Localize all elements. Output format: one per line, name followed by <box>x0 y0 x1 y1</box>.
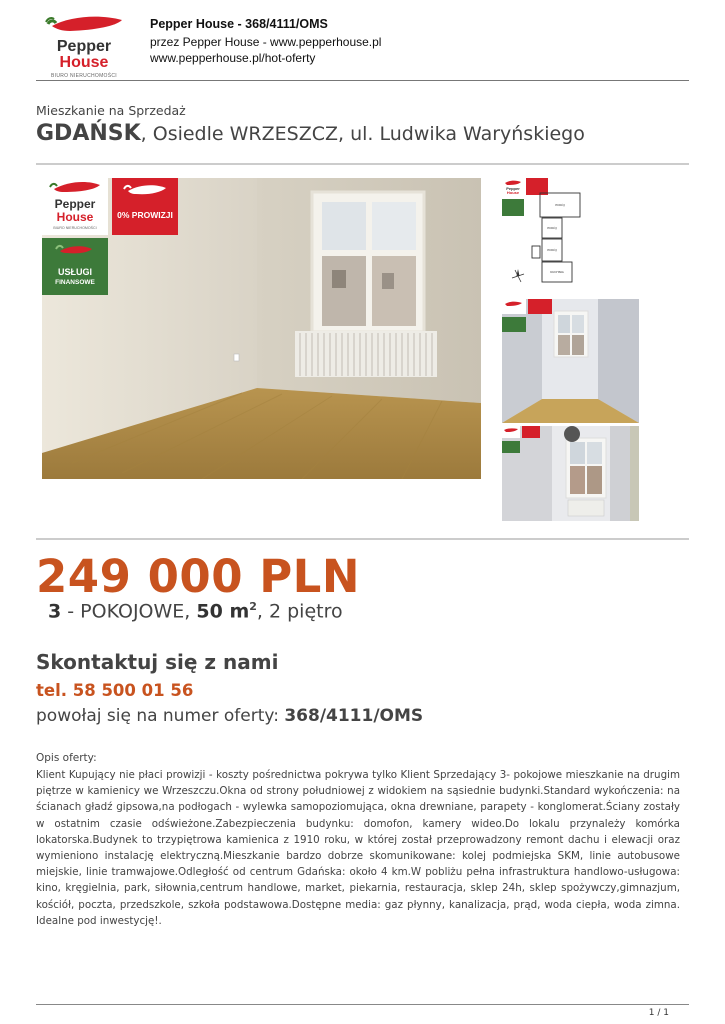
area-value: 50 m <box>196 600 250 623</box>
svg-text:POKÓJ: POKÓJ <box>547 248 557 252</box>
listing-params <box>48 600 343 622</box>
finance-badge-line2: FINANSOWE <box>55 279 95 286</box>
logo-subtitle: BIURO NIERUCHOMOŚCI <box>51 73 117 79</box>
chili-pepper-icon <box>42 238 108 266</box>
title-divider <box>36 163 689 165</box>
agency-reference: Pepper House - 368/4111/OMS <box>150 17 328 31</box>
finance-badge <box>42 238 108 295</box>
compass-icon <box>512 269 524 282</box>
logo-word-pepper: Pepper <box>56 38 112 55</box>
page-number: 1 / 1 <box>648 1008 669 1018</box>
rooms-count: 3 <box>48 600 62 623</box>
thumbnail-floorplan[interactable] <box>502 178 588 286</box>
listing-city: GDAŃSK <box>36 121 141 146</box>
room-photo <box>502 426 639 521</box>
description-text: Klient Kupujący nie płaci prowizji - koszty pośrednictwa pokrywa tylko Klient Sprzedający 3- pokojowe mieszkanie na drugim piętrze w kamienicy we Wrzeszczu.Okna od strony południowej z widokiem na sąsiednie budynki.Standard wykończenia: na ścianach gładź gipsowa,na podłogach - wylewka samopoziomująca, okna drewniane, parapety - konglomerat.Ściany zostały w ostatnim czasie odświeżone.Zabezpieczenia budynku: domofon, kamery wideo.Do lokalu przynależy komórka lokatorska.Budynek to trzypiętrowa kamienica z 1910 roku, w której został przeprowadzony remont dachu i elewacji oraz wymieniono instalację elektryczną.Mieszkanie bardzo dobrze skomunikowane: kolej podmiejska SKM, linie autobusowe miejskie, linie tramwajowe.Odległość od centrum Gdańska: około 4 km.W pobliżu pełna infrastruktura handlowo-usługowa: kino, kręgielnia, park, siłownia,centrum handlowe, market, piekarnia, restauracja, sklep 24h, sklep spożywczy,gimnazjum, kościół, poczta, przedszkole, szkoła podstawowa.Dostępne media: gaz płynny, kanalizacja, prąd, woda ciepła, woda zimna. Idealne pod inwestycję!. <box>36 769 680 927</box>
chili-pepper-icon <box>112 178 178 208</box>
listing-location <box>36 121 585 146</box>
svg-text:Pepper: Pepper <box>506 186 520 191</box>
svg-text:BIURO NIERUCHOMOŚCI: BIURO NIERUCHOMOŚCI <box>53 226 97 230</box>
pepper-house-logo[interactable] <box>40 14 128 82</box>
svg-text:KUCHNIA: KUCHNIA <box>550 270 564 274</box>
thumbnail-room-1[interactable] <box>502 299 639 423</box>
commission-badge-label: 0% PROWIZJI <box>117 210 173 220</box>
price: 249 000 PLN <box>36 550 361 603</box>
svg-text:House: House <box>56 210 94 224</box>
offer-reference-prefix: powołaj się na numer oferty: <box>36 706 285 726</box>
thumbnail-room-2[interactable] <box>502 426 639 521</box>
header-divider <box>36 80 689 81</box>
floor-info: , 2 piętro <box>256 600 343 623</box>
footer-divider <box>36 1004 689 1005</box>
room-photo <box>502 299 639 423</box>
main-photo[interactable] <box>42 178 481 479</box>
floorplan-image <box>502 178 588 286</box>
contact-heading: Skontaktuj się z nami <box>36 650 279 674</box>
offer-reference <box>36 706 423 726</box>
sale-type: Mieszkanie na Sprzedaż <box>36 103 186 118</box>
svg-text:POKÓJ: POKÓJ <box>555 203 565 207</box>
photo-logo-badge <box>42 178 108 235</box>
area-unit-sup: 2 <box>249 600 257 613</box>
description-label: Opis oferty: <box>36 752 97 764</box>
agency-website[interactable]: przez Pepper House - www.pepperhouse.pl <box>150 35 382 49</box>
svg-text:Pepper: Pepper <box>54 197 96 211</box>
svg-text:House: House <box>506 190 520 195</box>
hot-offers-link[interactable]: www.pepperhouse.pl/hot-oferty <box>150 51 316 65</box>
listing-address: , Osiedle WRZESZCZ, ul. Ludwika Waryńskiego <box>140 123 585 145</box>
svg-text:POKÓJ: POKÓJ <box>547 226 557 230</box>
logo-word-house: House <box>59 54 109 71</box>
commission-badge <box>112 178 178 235</box>
photos-divider <box>36 538 689 540</box>
contact-phone[interactable]: tel. 58 500 01 56 <box>36 681 194 700</box>
rooms-label: - POKOJOWE, <box>61 600 197 623</box>
chili-pepper-icon <box>42 178 108 235</box>
offer-reference-number: 368/4111/OMS <box>284 706 424 726</box>
finance-badge-line1: USŁUGI <box>57 267 92 277</box>
